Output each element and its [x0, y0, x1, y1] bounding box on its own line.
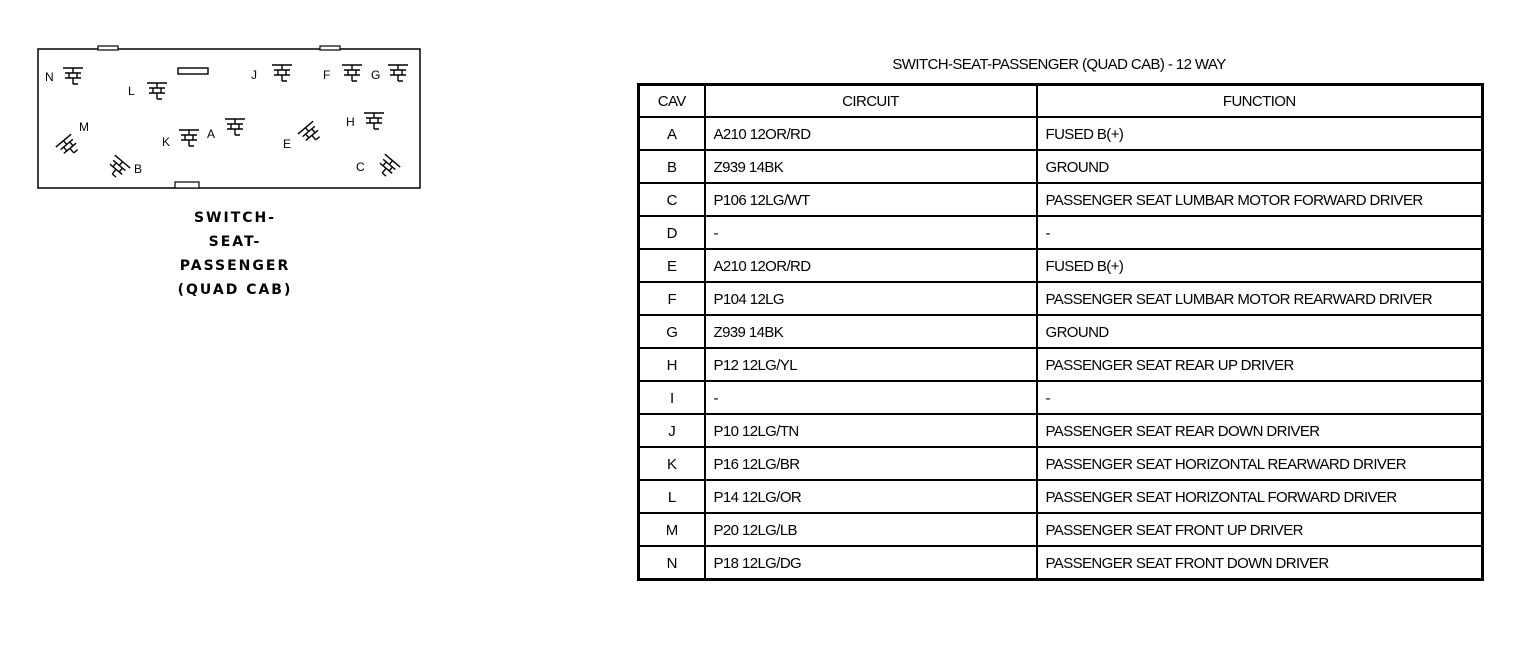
function-cell: GROUND [1037, 315, 1483, 348]
header-cav: CAV [639, 85, 705, 118]
circuit-cell: P14 12LG/OR [705, 480, 1037, 513]
cavity-blank-slot [178, 68, 208, 74]
cav-cell: K [639, 447, 705, 480]
function-cell: PASSENGER SEAT REAR UP DRIVER [1037, 348, 1483, 381]
circuit-cell: - [705, 216, 1037, 249]
table-row [639, 480, 1483, 513]
cav-cell: D [639, 216, 705, 249]
caption-line: PASSENGER [179, 258, 291, 274]
cav-cell: E [639, 249, 705, 282]
circuit-cell: Z939 14BK [705, 315, 1037, 348]
function-cell: FUSED B(+) [1037, 249, 1483, 282]
table-header-row [639, 85, 1483, 118]
cav-cell: B [639, 150, 705, 183]
connector-caption [150, 206, 320, 302]
circuit-cell: P104 12LG [705, 282, 1037, 315]
connector-tab [98, 46, 118, 50]
cav-cell: M [639, 513, 705, 546]
function-cell: PASSENGER SEAT HORIZONTAL FORWARD DRIVER [1037, 480, 1483, 513]
table-row [639, 447, 1483, 480]
cav-cell: N [639, 546, 705, 580]
cavity-label-H: H [346, 115, 355, 129]
cavity-label-M: M [79, 120, 89, 134]
table-row [639, 183, 1483, 216]
function-cell: PASSENGER SEAT FRONT DOWN DRIVER [1037, 546, 1483, 580]
circuit-cell: P12 12LG/YL [705, 348, 1037, 381]
function-cell: PASSENGER SEAT LUMBAR MOTOR REARWARD DRIVER [1037, 282, 1483, 315]
function-cell: PASSENGER SEAT FRONT UP DRIVER [1037, 513, 1483, 546]
header-function: FUNCTION [1037, 85, 1483, 118]
circuit-cell: A210 12OR/RD [705, 249, 1037, 282]
cavity-label-J: J [251, 68, 257, 82]
cavity-label-L: L [128, 84, 135, 98]
function-cell: - [1037, 216, 1483, 249]
cavity-label-F: F [323, 68, 331, 82]
table-row [639, 381, 1483, 414]
circuit-cell: Z939 14BK [705, 150, 1037, 183]
table-row [639, 513, 1483, 546]
cavity-label-A: A [207, 127, 216, 141]
circuit-cell: P18 12LG/DG [705, 546, 1037, 580]
cav-cell: C [639, 183, 705, 216]
cav-cell: J [639, 414, 705, 447]
cav-cell: I [639, 381, 705, 414]
table-row [639, 282, 1483, 315]
table-row [639, 348, 1483, 381]
cavity-label-N: N [45, 70, 54, 84]
caption-line: SWITCH- [193, 210, 277, 226]
function-cell: PASSENGER SEAT LUMBAR MOTOR FORWARD DRIVER [1037, 183, 1483, 216]
function-cell: GROUND [1037, 150, 1483, 183]
function-cell: FUSED B(+) [1037, 117, 1483, 150]
circuit-cell: P20 12LG/LB [705, 513, 1037, 546]
function-cell: PASSENGER SEAT REAR DOWN DRIVER [1037, 414, 1483, 447]
cavity-label-B: B [134, 162, 143, 176]
cav-cell: L [639, 480, 705, 513]
cav-cell: G [639, 315, 705, 348]
header-circuit: CIRCUIT [705, 85, 1037, 118]
cavity-label-K: K [162, 135, 171, 149]
connector-tab [175, 182, 199, 188]
table-row [639, 249, 1483, 282]
circuit-cell: P16 12LG/BR [705, 447, 1037, 480]
circuit-cell: P106 12LG/WT [705, 183, 1037, 216]
cav-cell: H [639, 348, 705, 381]
table-row [639, 150, 1483, 183]
table-row [639, 315, 1483, 348]
caption-line: (QUAD CAB) [177, 282, 293, 298]
function-cell: PASSENGER SEAT HORIZONTAL REARWARD DRIVER [1037, 447, 1483, 480]
table-row [639, 414, 1483, 447]
cav-cell: A [639, 117, 705, 150]
table-row [639, 546, 1483, 580]
cav-cell: F [639, 282, 705, 315]
connector-tab [320, 46, 340, 50]
circuit-cell: P10 12LG/TN [705, 414, 1037, 447]
caption-line: SEAT- [208, 234, 262, 250]
pinout-table [637, 83, 1484, 581]
table-row [639, 216, 1483, 249]
cavity-label-G: G [371, 68, 381, 82]
function-cell: - [1037, 381, 1483, 414]
cavity-label-E: E [283, 137, 292, 151]
table-row [639, 117, 1483, 150]
circuit-cell: A210 12OR/RD [705, 117, 1037, 150]
table-title: SWITCH-SEAT-PASSENGER (QUAD CAB) - 12 WAY [892, 56, 1226, 73]
circuit-cell: - [705, 381, 1037, 414]
cavity-label-C: C [356, 160, 365, 174]
connector-face-diagram [0, 0, 460, 200]
